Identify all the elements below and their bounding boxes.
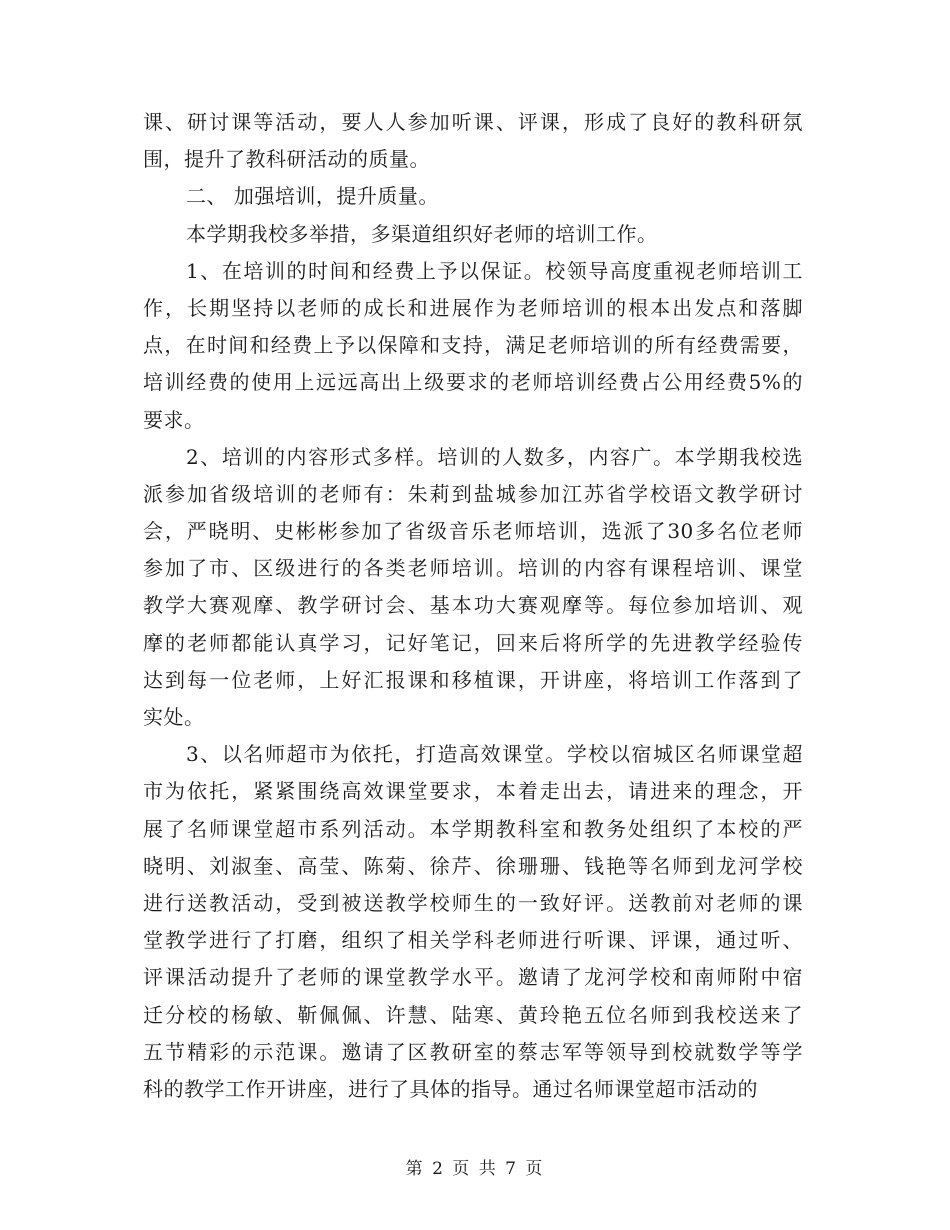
- text-line: 展了名师课堂超市系列活动。本学期教科室和教务处组织了本校的严: [143, 816, 803, 841]
- text-line: 科的教学工作开讲座，进行了具体的指导。通过名师课堂超市活动的: [143, 1076, 758, 1101]
- paragraph: [143, 104, 803, 178]
- text-line: 课、研讨课等活动，要人人参加听课、评课，形成了良好的教科研氛: [143, 110, 803, 134]
- text-line: 本学期我校多举措，多渠道组织好老师的培训工作。: [186, 221, 658, 246]
- text-line: 五节精彩的示范课。邀请了区教研室的蔡志军等领导到校就数学等学: [143, 1039, 803, 1064]
- text-line: 培训经费的使用上远远高出上级要求的老师培训经费占公用经费5%的: [143, 370, 803, 395]
- text-line: 3、以名师超市为依托，打造高效课堂。学校以宿城区名师课堂超: [186, 742, 803, 767]
- text-line: 进行送教活动，受到被送教学校师生的一致好评。送教前对老师的课: [143, 890, 803, 915]
- text-line: 迁分校的杨敏、靳佩佩、许慧、陆寒、黄玲艳五位名师到我校送来了: [143, 1002, 803, 1027]
- text-line: 1、在培训的时间和经费上予以保证。校领导高度重视老师培训工: [186, 258, 803, 283]
- text-line: 作，长期坚持以老师的成长和进展作为老师培训的根本出发点和落脚: [143, 295, 803, 320]
- paragraph: [143, 439, 803, 737]
- text-line: 评课活动提升了老师的课堂教学水平。邀请了龙河学校和南师附中宿: [143, 965, 803, 990]
- text-line: 围，提升了教科研活动的质量。: [143, 147, 430, 172]
- text-line: 教学大赛观摩、教学研讨会、基本功大赛观摩等。每位参加培训、观: [143, 593, 803, 618]
- text-line: 点，在时间和经费上予以保障和支持，满足老师培训的所有经费需要，: [143, 333, 803, 358]
- paragraph: [143, 178, 803, 215]
- text-line: 派参加省级培训的老师有：朱莉到盐城参加江苏省学校语文教学研讨: [143, 481, 803, 506]
- text-line: 堂教学进行了打磨，组织了相关学科老师进行听课、评课，通过听、: [143, 928, 803, 953]
- text-line: 会，严晓明、史彬彬参加了省级音乐老师培训，选派了30多名位老师: [143, 519, 803, 544]
- paragraph: [143, 253, 803, 439]
- text-line: 2、培训的内容形式多样。培训的人数多，内容广。本学期我校选: [186, 444, 803, 469]
- text-line: 达到每一位老师，上好汇报课和移植课，开讲座，将培训工作落到了: [143, 667, 803, 692]
- text-line: 参加了市、区级进行的各类老师培训。培训的内容有课程培训、课堂: [143, 556, 803, 581]
- body-text: [143, 104, 803, 1108]
- text-line: 实处。: [143, 705, 205, 729]
- page-number-footer: 第 2 页 共 7 页: [405, 1159, 545, 1179]
- paragraph: [143, 216, 803, 253]
- text-line: 要求。: [143, 407, 205, 432]
- paragraph: [143, 736, 803, 1108]
- text-line: 二、 加强培训，提升质量。: [186, 184, 439, 209]
- text-line: 市为依托，紧紧围绕高效课堂要求，本着走出去，请进来的理念，开: [143, 779, 803, 804]
- text-line: 晓明、刘淑奎、高莹、陈菊、徐芹、徐珊珊、钱艳等名师到龙河学校: [143, 853, 803, 878]
- text-line: 摩的老师都能认真学习，记好笔记，回来后将所学的先进教学经验传: [143, 630, 803, 655]
